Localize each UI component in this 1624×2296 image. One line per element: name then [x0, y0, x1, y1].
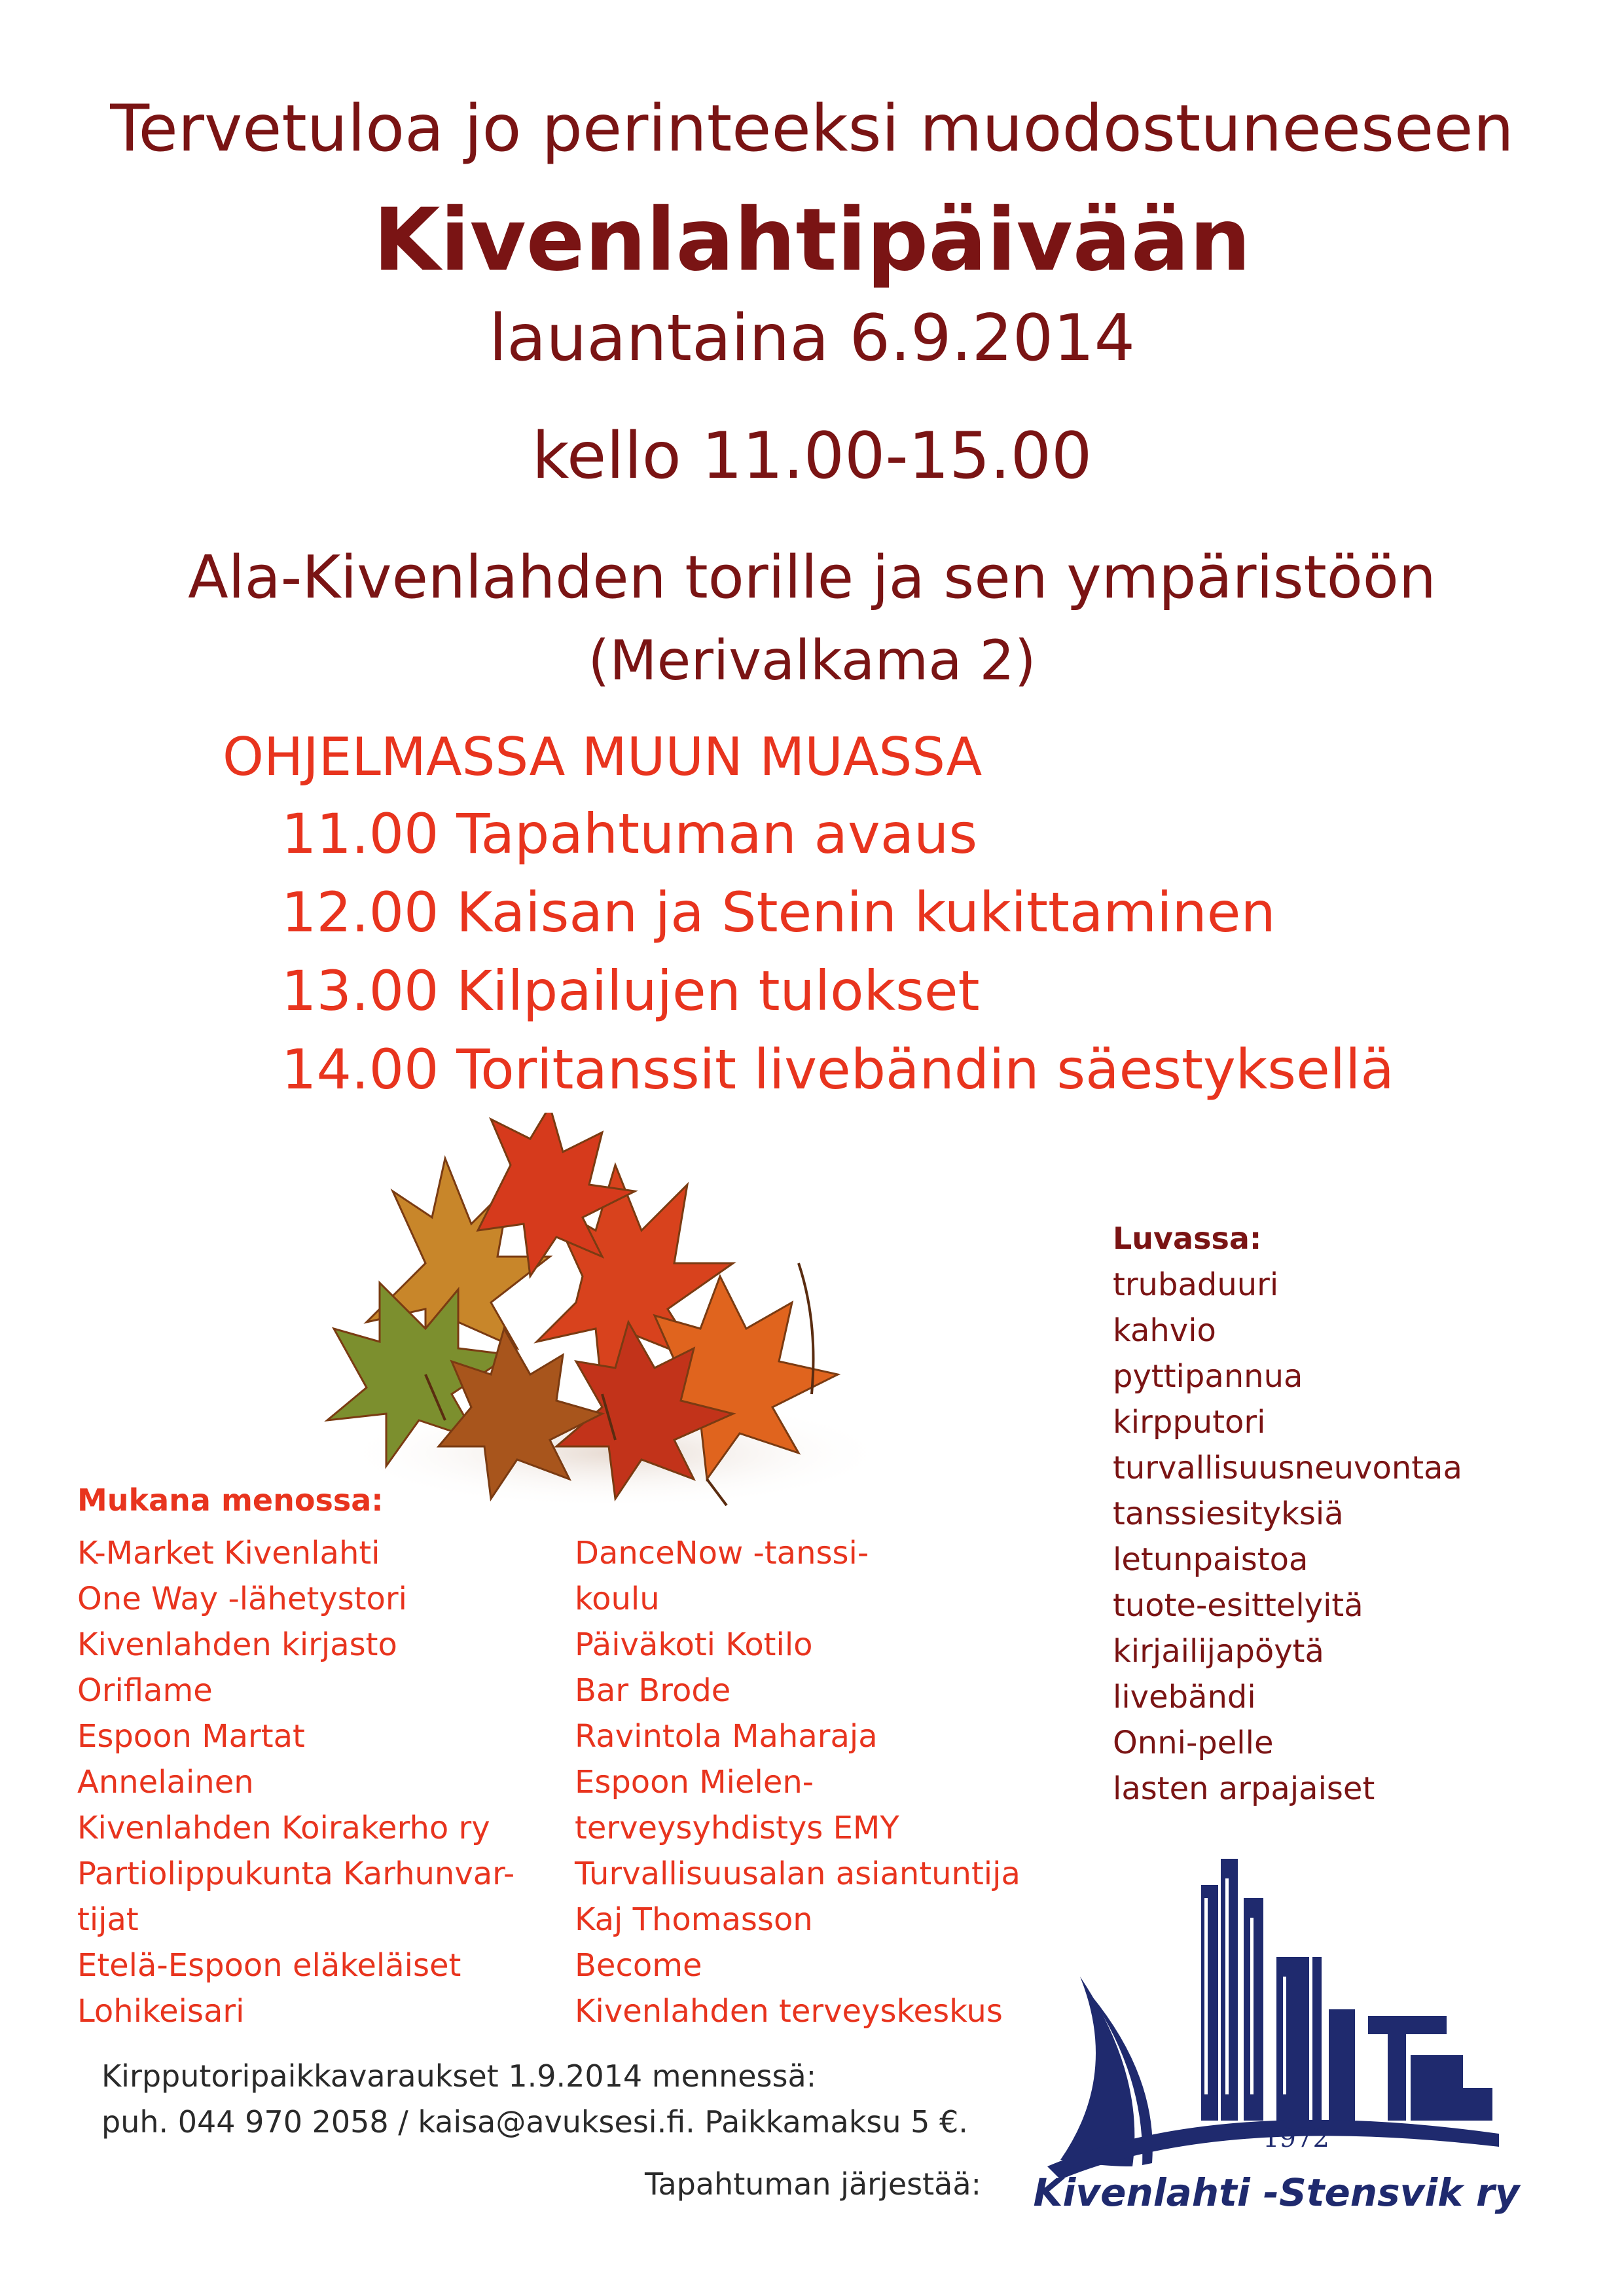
page-title: Kivenlahtipäivään	[373, 190, 1251, 291]
luvassa-item: tuote-esittelyitä	[1113, 1587, 1363, 1624]
program-heading: OHJELMASSA MUUN MUASSA	[223, 726, 983, 787]
participant-item: Kivenlahden Koirakerho ry	[77, 1810, 490, 1846]
luvassa-item: kahvio	[1113, 1312, 1216, 1349]
participant-item: Kivenlahden kirjasto	[77, 1626, 397, 1663]
booking-contact: puh. 044 970 2058 / kaisa@avuksesi.fi. Paikkamaksu 5 €.	[101, 2104, 968, 2140]
luvassa-item: Onni-pelle	[1113, 1725, 1274, 1761]
event-date: lauantaina 6.9.2014	[489, 301, 1135, 376]
participant-item: Espoon Martat	[77, 1718, 305, 1755]
program-item: 11.00 Tapahtuman avaus	[281, 802, 978, 866]
participant-item: Bar Brode	[575, 1672, 731, 1709]
logo-name: Kivenlahti -Stensvik ry	[1033, 2170, 1520, 2215]
autumn-leaves-icon	[275, 1113, 897, 1518]
participant-item: Lohikeisari	[77, 1993, 245, 2030]
luvassa-item: turvallisuusneuvontaa	[1113, 1450, 1462, 1486]
luvassa-item: letunpaistoa	[1113, 1541, 1308, 1578]
participant-item: Oriflame	[77, 1672, 213, 1709]
participant-item: Annelainen	[77, 1764, 254, 1801]
participant-item: DanceNow -tanssi-	[575, 1535, 869, 1571]
participant-item: K-Market Kivenlahti	[77, 1535, 380, 1571]
event-time: kello 11.00-15.00	[532, 419, 1092, 493]
logo-year: 1972	[1263, 2123, 1329, 2153]
participant-item: Partiolippukunta Karhunvar-	[77, 1856, 515, 1892]
participant-item: Päiväkoti Kotilo	[575, 1626, 813, 1663]
luvassa-item: kirjailijapöytä	[1113, 1633, 1324, 1670]
participant-item: Espoon Mielen-	[575, 1764, 814, 1801]
program-item: 12.00 Kaisan ja Stenin kukittaminen	[281, 880, 1276, 944]
organizer-label: Tapahtuman järjestää:	[645, 2166, 982, 2202]
participant-item: Kaj Thomasson	[575, 1901, 813, 1938]
event-address: (Merivalkama 2)	[588, 628, 1036, 692]
kivenlahti-stensvik-logo-icon	[1021, 1859, 1532, 2225]
program-item: 13.00 Kilpailujen tulokset	[281, 959, 980, 1023]
booking-deadline: Kirpputoripaikkavaraukset 1.9.2014 mennessä:	[101, 2058, 817, 2094]
participant-item: Ravintola Maharaja	[575, 1718, 878, 1755]
participant-item: Become	[575, 1947, 702, 1984]
luvassa-item: kirpputori	[1113, 1404, 1266, 1441]
participant-item: Kivenlahden terveyskeskus	[575, 1993, 1003, 2030]
event-place: Ala-Kivenlahden torille ja sen ympäristöön	[188, 543, 1436, 612]
luvassa-item: tanssiesityksiä	[1113, 1496, 1344, 1532]
participant-item: tijat	[77, 1901, 139, 1938]
participant-item: Turvallisuusalan asiantuntija	[575, 1856, 1020, 1892]
luvassa-item: livebändi	[1113, 1679, 1256, 1715]
luvassa-item: trubaduuri	[1113, 1266, 1279, 1303]
participant-item: terveysyhdistys EMY	[575, 1810, 899, 1846]
welcome-line: Tervetuloa jo perinteeksi muodostuneeseen	[110, 92, 1514, 166]
participant-item: koulu	[575, 1581, 660, 1617]
participant-item: One Way -lähetystori	[77, 1581, 407, 1617]
participant-item: Etelä-Espoon eläkeläiset	[77, 1947, 461, 1984]
program-item: 14.00 Toritanssit livebändin säestyksellä	[281, 1037, 1394, 1102]
luvassa-heading: Luvassa:	[1113, 1221, 1262, 1256]
luvassa-item: lasten arpajaiset	[1113, 1770, 1375, 1807]
participants-heading: Mukana menossa:	[77, 1482, 384, 1518]
luvassa-item: pyttipannua	[1113, 1358, 1303, 1395]
